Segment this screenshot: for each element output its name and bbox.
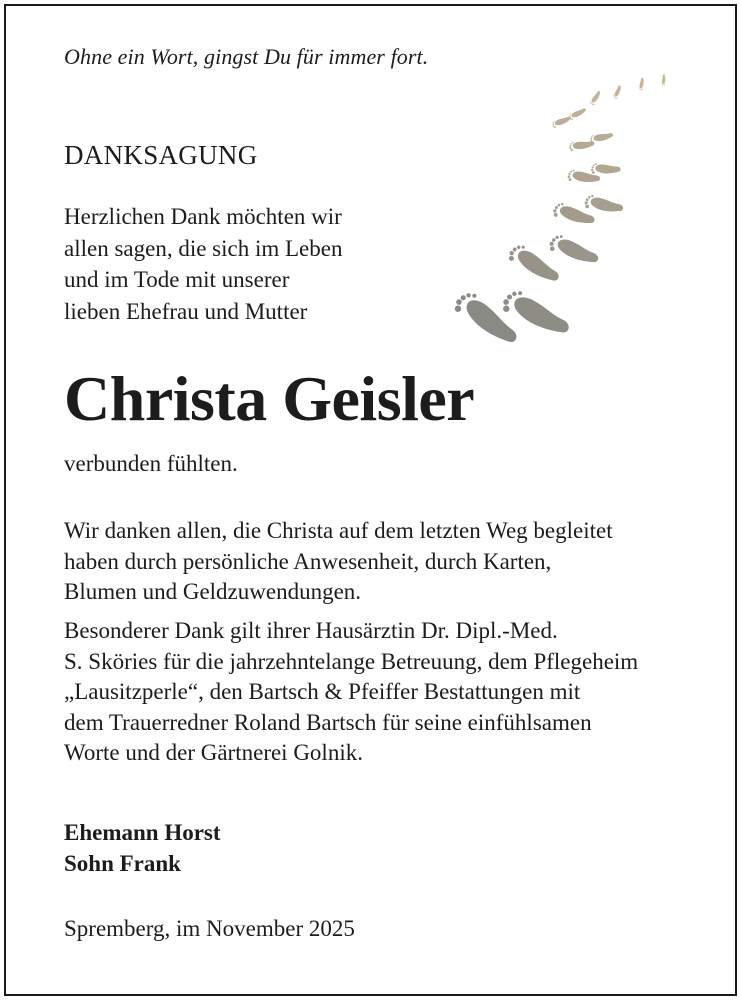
footprint-mark [568,106,587,121]
footprint-mark [591,163,621,174]
footprint-mark [506,241,564,286]
intro-text [64,201,342,327]
paragraph-line: Besonderer Dank gilt ihrer Hausärztin Dr. Dipl.-Med. [64,618,558,643]
motto-line: Ohne ein Wort, gingst Du für immer fort. [64,44,429,69]
footprint-mark [589,130,614,144]
footprint-mark [613,84,623,99]
thanks-paragraph-1 [64,516,613,608]
intro-line: und im Tode mit unserer [64,267,290,292]
thanks-paragraph-2 [64,616,638,769]
signature-husband: Ehemann Horst [64,820,221,845]
footprint-mark [551,114,572,129]
footprint-mark [451,287,523,348]
obituary-card [4,4,737,996]
footprint-mark [548,232,602,266]
intro-line: Herzlichen Dank möchten wir [64,204,342,229]
paragraph-line: S. Sköries für die jahrzehntelange Betreuung, dem Pflegeheim [64,648,639,674]
footprint-mark [584,194,625,214]
intro-line: lieben Ehefrau und Mutter [64,298,308,324]
paragraph-line: haben durch persönliche Anwesenheit, durch Karten, [64,548,552,574]
footprint-mark [639,77,645,90]
paragraph-line: dem Trauerredner Roland Bartsch für seine einfühlsamen [64,709,592,735]
signatures [64,818,221,879]
place-date: Spremberg, im November 2025 [64,916,355,941]
intro-line: allen sagen, die sich im Leben [64,235,343,261]
paragraph-line: „Lausitzperle“, den Bartsch & Pfeiffer Bestattungen mit [64,679,581,704]
footprints-icon [446,66,706,356]
paragraph-line: Wir danken allen, die Christa auf dem letzten Weg begleitet [64,518,613,543]
deceased-name: Christa Geisler [64,363,475,434]
paragraph-line: Worte und der Gärtnerei Golnik. [64,740,363,765]
footprint-mark [552,201,597,227]
signature-son: Sohn Frank [64,850,181,876]
footprint-mark [589,90,602,106]
paragraph-line: Blumen und Geldzuwendungen. [64,579,362,604]
heading-danksagung: DANKSAGUNG [64,140,258,170]
connected-text: verbunden fühlten. [64,451,238,476]
footprint-mark [567,169,600,183]
footprint-mark [661,74,665,85]
